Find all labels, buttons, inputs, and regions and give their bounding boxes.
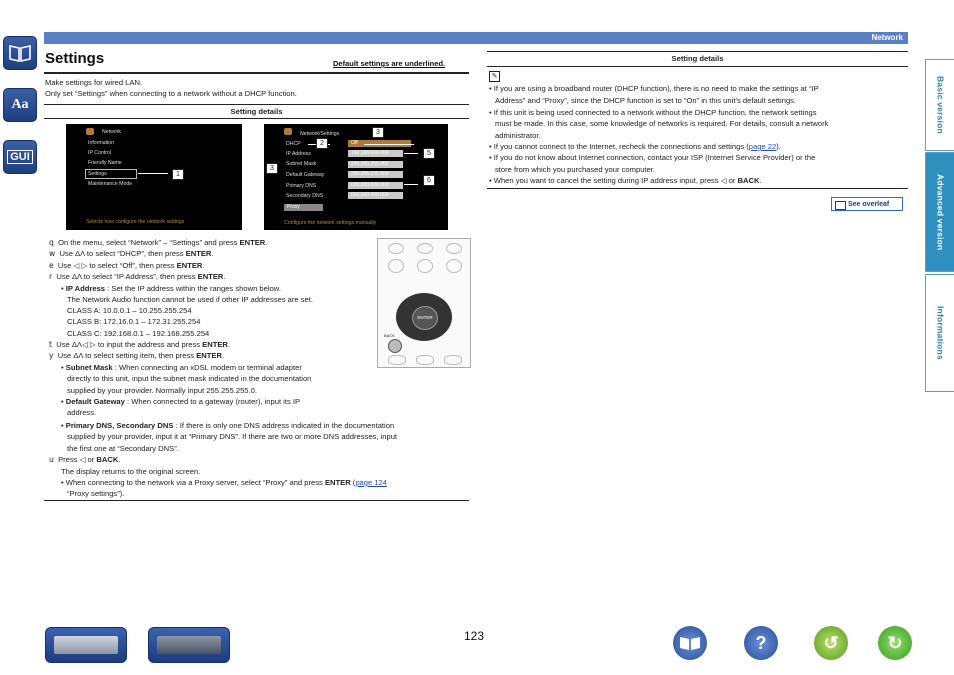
- note-bullet-1-cont: Address” and “Proxy”, since the DHCP function is set to “On” in this unit’s default settings.: [495, 96, 797, 105]
- screen2-item: IP Address: [286, 151, 311, 157]
- note-bullet-4-cont: store from which you purchased your computer.: [495, 165, 655, 174]
- tab-informations-label: Informations: [935, 306, 946, 360]
- see-overleaf-label: See overleaf: [848, 201, 890, 208]
- screen1-item: Information: [88, 140, 114, 146]
- section-header-bar: [44, 32, 908, 44]
- table-header-rule: [44, 118, 469, 119]
- screen1-item: IP Control: [88, 150, 111, 156]
- screen1-item: Maintenance Mode: [88, 181, 133, 187]
- step-5: t Use ΔΛ◁ ▷ to input the address and press ENTER.: [49, 340, 231, 349]
- remote-button: [388, 259, 404, 273]
- setting-details-header-left: Setting details: [230, 107, 283, 116]
- class-c: CLASS C: 192.168.0.1 – 192.168.255.254: [67, 329, 210, 338]
- screen2-footer: Configure the network settings manually: [284, 220, 377, 226]
- right-top-rule: [487, 51, 908, 52]
- tab-advanced-version[interactable]: [925, 152, 954, 272]
- page-number: 123: [464, 629, 485, 643]
- callout-3: 3: [266, 163, 278, 174]
- contents-book-icon[interactable]: [3, 36, 37, 70]
- callout-line: [404, 184, 418, 185]
- screen2-primary-dns-value: 000.000.000.000: [348, 182, 403, 189]
- screen1-item-selected: Settings: [88, 171, 107, 177]
- remote-button: [388, 355, 406, 365]
- screen2-subnet-value: 255.255.255.000: [348, 161, 403, 168]
- remote-button: [416, 355, 434, 365]
- gui-icon[interactable]: GUI: [3, 140, 37, 174]
- gateway-desc-2: address.: [67, 408, 97, 417]
- screen2-item: DHCP: [286, 141, 301, 147]
- step-1: q On the menu, select “Network” – “Settings” and press ENTER.: [49, 238, 268, 247]
- callout-5: 5: [423, 148, 435, 159]
- step-2: w Use ΔΛ to select “DHCP”, then press ENTER.: [49, 249, 214, 258]
- book-icon[interactable]: [673, 626, 707, 660]
- screen1-footer: Selects how configure the network settings: [86, 219, 185, 225]
- title-rule: [44, 72, 469, 74]
- note-bullet-2-cont: must be made. In this case, some knowledge of networks is required. For details, consult a network: [495, 119, 829, 128]
- gateway-bullet: • Default Gateway : When connected to a gateway (router), input its IP: [61, 397, 301, 406]
- screen2-item: Secondary DNS: [286, 193, 324, 199]
- callout-line: [404, 153, 418, 154]
- callout-3: 3: [372, 127, 384, 138]
- tab-advanced-label: Advanced version: [935, 173, 946, 251]
- see-overleaf-button[interactable]: [831, 197, 903, 211]
- callout-line: [138, 173, 168, 174]
- note-bullet-2-cont: administrator.: [495, 131, 541, 140]
- screen2-item: Default Gateway: [286, 172, 325, 178]
- screen2-item: Primary DNS: [286, 183, 317, 189]
- note-bullet-3: • If you cannot connect to the Internet, recheck the connections and settings (page 22).: [489, 142, 781, 151]
- subnet-desc-3: supplied by your provider. Normally input 255.255.255.0.: [67, 386, 257, 395]
- step-3: e Use ◁ ▷ to select “Off”, then press ENTER.: [49, 261, 205, 270]
- step-7: u Press ◁ or BACK.: [49, 455, 121, 464]
- screen2-secondary-dns-value: 000.000.000.000: [348, 192, 403, 199]
- pointer-icon: [835, 201, 846, 210]
- tab-basic-version[interactable]: [925, 59, 954, 151]
- network-menu-screen: [66, 124, 242, 230]
- setting-details-header-right: Setting details: [671, 54, 724, 63]
- screen1-item: Friendly Name: [88, 160, 122, 166]
- pencil-note-icon: ✎: [489, 71, 500, 82]
- remote-enter-button: ENTER: [412, 306, 438, 330]
- screen2-dhcp-value: Off: [348, 140, 411, 147]
- step-4: r Use ΔΛ to select “IP Address”, then press ENTER.: [49, 272, 226, 281]
- page-22-link[interactable]: page 22: [748, 142, 777, 151]
- class-a: CLASS A: 10.0.0.1 – 10.255.255.254: [67, 306, 192, 315]
- remote-button: [388, 243, 404, 254]
- default-settings-note: Default settings are underlined.: [333, 59, 446, 68]
- section-label: Network: [871, 33, 903, 42]
- proxy-bullet: • When connecting to the network via a Proxy server, select “Proxy” and press ENTER (page 124: [61, 478, 388, 487]
- subnet-bullet: • Subnet Mask : When connecting an xDSL modem or terminal adapter: [61, 363, 302, 372]
- note-bullet-2: • If this unit is being used connected to a network without the DHCP function, the network settings: [489, 108, 817, 117]
- step-6: y Use ΔΛ to select setting item, then press ENTER.: [49, 351, 225, 360]
- forward-arrow-icon[interactable]: ↻: [878, 626, 912, 660]
- note-bullet-5: • When you want to cancel the setting during IP address input, press ◁ or BACK.: [489, 176, 762, 185]
- dns-bullet: • Primary DNS, Secondary DNS : If there is only one DNS address indicated in the documentation: [61, 421, 395, 430]
- screen1-title: Network: [102, 129, 122, 135]
- remote-button: [446, 259, 462, 273]
- callout-1: 1: [172, 169, 184, 180]
- remote-button: [417, 259, 433, 273]
- settings-menu-icon: [284, 128, 292, 135]
- page-124-link[interactable]: page 124: [355, 478, 388, 487]
- intro-line-2: Only set “Settings” when connecting to a network without a DHCP function.: [45, 89, 297, 98]
- screen2-title: Network/Settings: [300, 131, 340, 137]
- help-question-icon[interactable]: ?: [744, 626, 778, 660]
- right-bottom-rule: [487, 188, 908, 189]
- step-7-note: The display returns to the original screen.: [61, 467, 201, 476]
- remote-back-label: BACK: [384, 333, 395, 338]
- subnet-desc-2: directly to this unit, input the subnet mask indicated in the documentation: [67, 374, 312, 383]
- dns-desc-2: supplied by your provider, input it at “Primary DNS”. If there are two or more DNS addresses, input: [67, 432, 398, 441]
- callout-line: [364, 144, 414, 145]
- receiver-rear-icon[interactable]: [148, 627, 230, 663]
- remote-control-illustration: [377, 238, 471, 368]
- screen2-item: Subnet Mask: [286, 161, 317, 167]
- ip-address-bullet: • IP Address : Set the IP address within the ranges shown below.: [61, 284, 281, 293]
- intro-line-1: Make settings for wired LAN.: [45, 78, 143, 87]
- tab-informations[interactable]: [925, 274, 954, 392]
- remote-back-button: [388, 339, 402, 353]
- network-settings-screen: [264, 124, 448, 230]
- network-menu-icon: [86, 128, 94, 135]
- right-header-rule: [487, 66, 908, 67]
- dns-desc-3: the first one at “Secondary DNS”.: [67, 444, 179, 453]
- remote-button: [417, 243, 433, 254]
- page-title: Settings: [45, 50, 105, 67]
- index-aa-icon[interactable]: Aa: [3, 88, 37, 122]
- screen2-ip-value: 192.168.000.000: [348, 150, 403, 157]
- proxy-bullet-cont: “Proxy settings”).: [67, 489, 125, 498]
- ip-note: The Network Audio function cannot be used if other IP addresses are set.: [67, 295, 313, 304]
- screen2-gateway-value: 255.255.255.000: [348, 171, 403, 178]
- note-bullet-1: • If you are using a broadband router (DHCP function), there is no need to make the settings at “IP: [489, 84, 819, 93]
- table-top-rule: [44, 104, 469, 105]
- left-bottom-rule: [44, 500, 469, 501]
- note-bullet-4: • If you do not know about Internet connection, contact your ISP (Internet Service Provider) or the: [489, 153, 816, 162]
- remote-button: [446, 243, 462, 254]
- callout-2: 2: [316, 138, 328, 149]
- remote-button: [444, 355, 462, 365]
- screen2-proxy: Proxy: [284, 204, 323, 211]
- back-arrow-icon[interactable]: ↺: [814, 626, 848, 660]
- callout-6: 6: [423, 175, 435, 186]
- tab-basic-label: Basic version: [935, 76, 946, 134]
- class-b: CLASS B: 172.16.0.1 – 172.31.255.254: [67, 317, 201, 326]
- receiver-front-icon[interactable]: [45, 627, 127, 663]
